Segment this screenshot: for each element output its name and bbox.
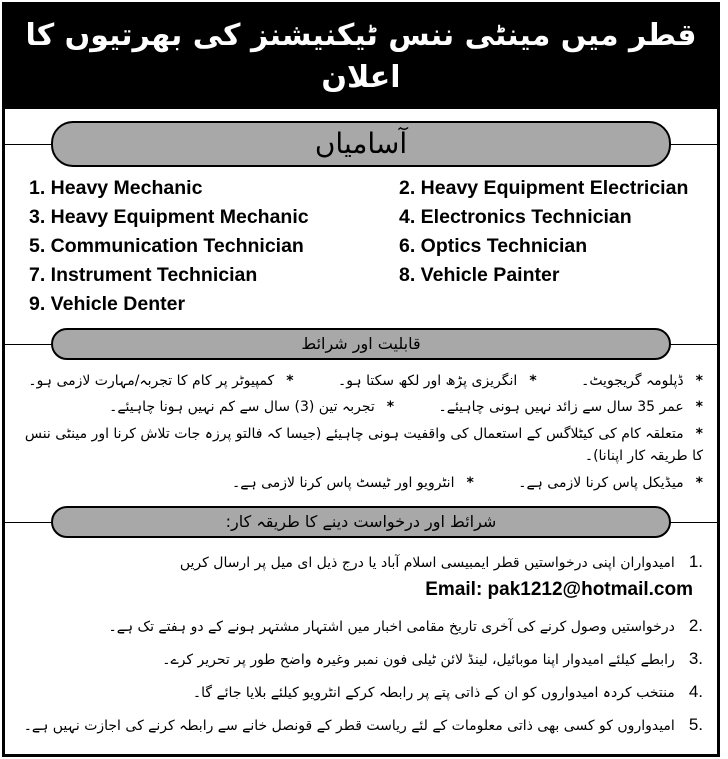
application-heading-row [5, 506, 717, 538]
positions-heading: آسامیاں [51, 121, 671, 167]
job-advertisement [2, 2, 720, 757]
position-item: 7. Instrument Technician [29, 264, 258, 286]
position-item: 5. Communication Technician [29, 235, 304, 257]
requirement-row [5, 423, 717, 468]
position-item: 4. Electronics Technician [399, 206, 632, 228]
item-number: 4. [688, 681, 703, 701]
item-number: 1. [688, 551, 703, 571]
application-item [5, 678, 717, 705]
bullet: * [695, 373, 703, 389]
item-text: امیدواران اپنی درخواستیں قطر ایمبیسی اسلام آباد یا درج ذیل ای میل پر ارسال کریں [179, 554, 675, 571]
position-item: 3. Heavy Equipment Mechanic [29, 206, 309, 228]
ad-title: قطر میں مینٹی ننس ٹیکنیشنز کی بھرتیوں کا اعلان [5, 5, 717, 109]
bullet: * [466, 474, 474, 491]
application-item [5, 548, 717, 606]
position-item: 2. Heavy Equipment Electrician [399, 177, 689, 199]
positions-heading-row [5, 121, 717, 167]
requirement-item: انٹرویو اور ٹیسٹ پاس کرنا لازمی ہے۔ [232, 474, 455, 491]
bullet: * [695, 474, 703, 491]
requirement-item: میڈیکل پاس کرنا لازمی ہے۔ [518, 474, 684, 491]
requirement-item: تجربہ تین (3) سال سے کم نہیں ہونا چاہیئے۔ [109, 399, 375, 416]
requirement-item: عمر 35 سال سے زائد نہیں ہونی چاہیئے۔ [438, 399, 684, 416]
position-item: 8. Vehicle Painter [399, 264, 560, 286]
positions-list [5, 177, 717, 316]
item-text: رابطے کیلئے امیدوار اپنا موبائیل، لینڈ لائن ٹیلی فون نمبر وغیرہ واضح طور پر تحریر کرے۔ [162, 651, 675, 668]
requirements-heading: قابلیت اور شرائط [51, 328, 671, 360]
requirement-row [5, 472, 717, 494]
application-heading: شرائط اور درخواست دینے کا طریقہ کار: [51, 506, 671, 538]
bullet: * [695, 399, 703, 416]
item-text: امیدواروں کو کسی بھی ذاتی معلومات کے لئے ریاست قطر کے قونصل خانے سے رابطہ کرنے کی اجازت نہیں ہے۔ [23, 718, 675, 735]
position-item: 6. Optics Technician [399, 235, 588, 257]
requirement-row [5, 396, 717, 418]
application-item [5, 612, 717, 639]
requirement-item: انگریزی پڑھ اور لکھ سکتا ہو۔ [338, 373, 518, 389]
application-item [5, 711, 717, 738]
requirement-item: کمپیوٹر پر کام کا تجربہ/مہارت لازمی ہو۔ [28, 373, 275, 389]
application-item [5, 645, 717, 672]
requirement-row [5, 370, 717, 392]
email-link[interactable]: Email: pak1212@hotmail.com [425, 579, 693, 601]
item-text: درخواستیں وصول کرنے کی آخری تاریخ مقامی اخبار میں اشتہار مشتہر ہونے کے دو ہفتے تک ہے۔ [108, 618, 675, 635]
bullet: * [695, 425, 703, 442]
item-number: 2. [688, 615, 703, 635]
item-number: 5. [688, 715, 703, 735]
bullet: * [529, 373, 537, 389]
item-text: منتخب کردہ امیدواروں کو ان کے ذاتی پتے پر رابطہ کرکے انٹرویو کیلئے بلایا جائے گا۔ [192, 684, 675, 701]
requirements-heading-row [5, 328, 717, 360]
position-item: 9. Vehicle Denter [29, 293, 186, 315]
requirement-item: متعلقہ کام کی کیٹلاگس کے استعمال کی واقفیت ہونی چاہیئے (جیسا کہ فالتو پرزہ جات تلاش کرنا اور مینٹی ننس کا طریقہ کار اپنانا)۔ [24, 425, 703, 465]
item-number: 3. [688, 648, 703, 668]
bullet: * [386, 399, 395, 416]
position-item: 1. Heavy Mechanic [29, 177, 203, 199]
bullet: * [286, 373, 294, 389]
requirement-item: ڈپلومہ گریجویٹ۔ [581, 373, 684, 389]
